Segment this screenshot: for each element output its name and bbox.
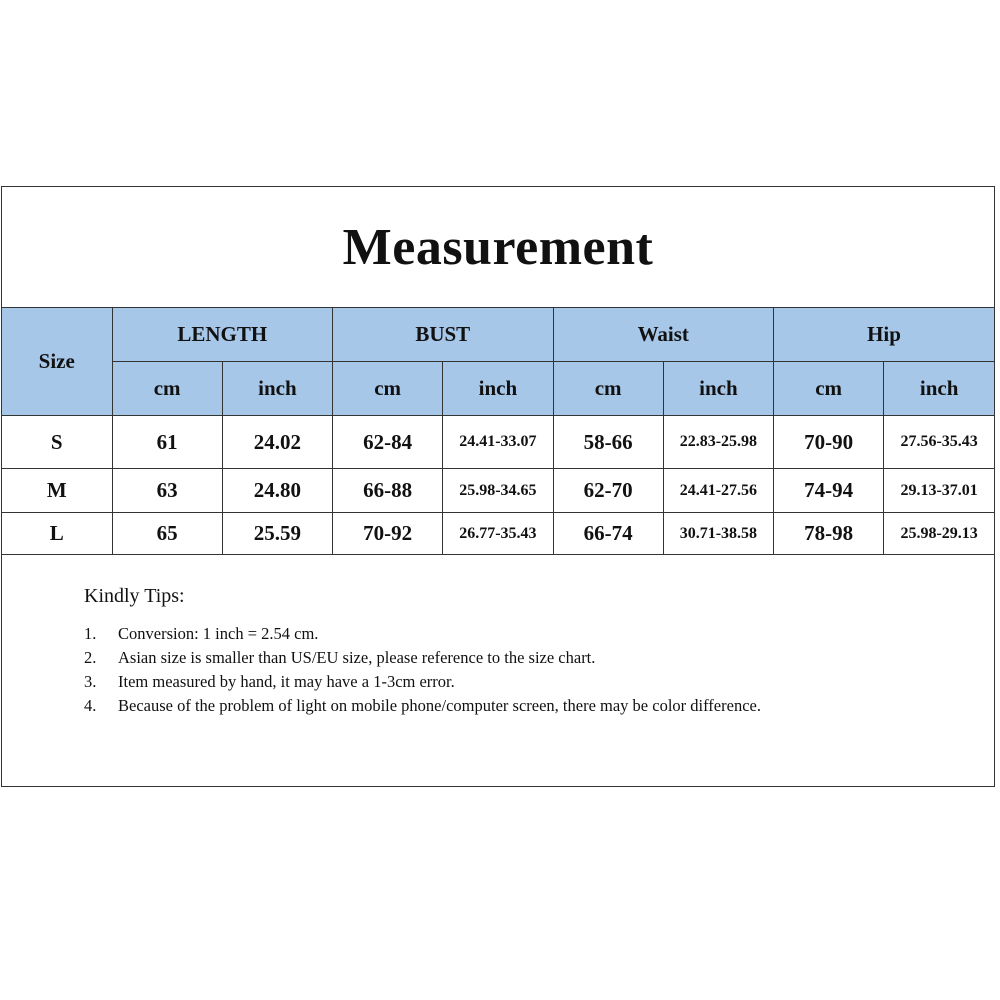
list-item <box>84 694 884 718</box>
page-title: Measurement <box>342 218 654 276</box>
table-cell: 66-74 <box>553 513 663 555</box>
bust-group-header: BUST <box>333 308 554 362</box>
hip-group-header: Hip <box>774 308 995 362</box>
waist-group-header: Waist <box>553 308 774 362</box>
list-item <box>84 622 884 646</box>
table-cell: 74-94 <box>774 469 884 513</box>
unit-header: inch <box>663 362 773 416</box>
unit-header: cm <box>553 362 663 416</box>
table-cell: 25.59 <box>222 513 332 555</box>
table-cell: 25.98-29.13 <box>884 513 994 555</box>
tip-text: Asian size is smaller than US/EU size, please reference to the size chart. <box>118 648 596 667</box>
table-cell: 66-88 <box>333 469 443 513</box>
length-group-header: LENGTH <box>112 308 333 362</box>
table-cell: 70-90 <box>774 416 884 469</box>
tips-heading: Kindly Tips: <box>84 585 185 607</box>
table-cell: 24.41-33.07 <box>443 416 553 469</box>
table-cell: 62-70 <box>553 469 663 513</box>
table-row <box>2 416 994 469</box>
table-cell: 65 <box>112 513 222 555</box>
tip-number: 2. <box>84 648 97 667</box>
table-cell: 24.41-27.56 <box>663 469 773 513</box>
unit-header: cm <box>333 362 443 416</box>
table-row <box>2 469 994 513</box>
unit-header: cm <box>774 362 884 416</box>
size-label: L <box>2 513 112 555</box>
table-cell: 29.13-37.01 <box>884 469 994 513</box>
tip-text: Item measured by hand, it may have a 1-3cm error. <box>118 672 455 691</box>
table-header-row <box>2 308 994 362</box>
unit-header: inch <box>443 362 553 416</box>
tip-number: 1. <box>84 624 97 643</box>
size-label: S <box>2 416 112 469</box>
table-cell: 26.77-35.43 <box>443 513 553 555</box>
unit-header: inch <box>884 362 994 416</box>
size-label: M <box>2 469 112 513</box>
list-item <box>84 646 884 670</box>
unit-header: inch <box>222 362 332 416</box>
table-cell: 78-98 <box>774 513 884 555</box>
table-cell: 63 <box>112 469 222 513</box>
table-cell: 61 <box>112 416 222 469</box>
table-cell: 27.56-35.43 <box>884 416 994 469</box>
table-cell: 30.71-38.58 <box>663 513 773 555</box>
table-cell: 70-92 <box>333 513 443 555</box>
table-cell: 25.98-34.65 <box>443 469 553 513</box>
size-chart-card <box>1 186 995 787</box>
unit-header: cm <box>112 362 222 416</box>
tip-text: Because of the problem of light on mobile phone/computer screen, there may be color difference. <box>118 696 761 715</box>
kindly-tips <box>84 585 884 718</box>
table-cell: 24.02 <box>222 416 332 469</box>
table-cell: 22.83-25.98 <box>663 416 773 469</box>
tip-number: 4. <box>84 696 97 715</box>
tip-list <box>84 622 884 718</box>
table-row <box>2 513 994 555</box>
table-cell: 58-66 <box>553 416 663 469</box>
tip-text: Conversion: 1 inch = 2.54 cm. <box>118 624 319 643</box>
table-cell: 62-84 <box>333 416 443 469</box>
table-unit-row <box>2 362 994 416</box>
size-table <box>2 307 994 555</box>
table-cell: 24.80 <box>222 469 332 513</box>
list-item <box>84 670 884 694</box>
size-column-header: Size <box>2 308 112 416</box>
tip-number: 3. <box>84 672 97 691</box>
